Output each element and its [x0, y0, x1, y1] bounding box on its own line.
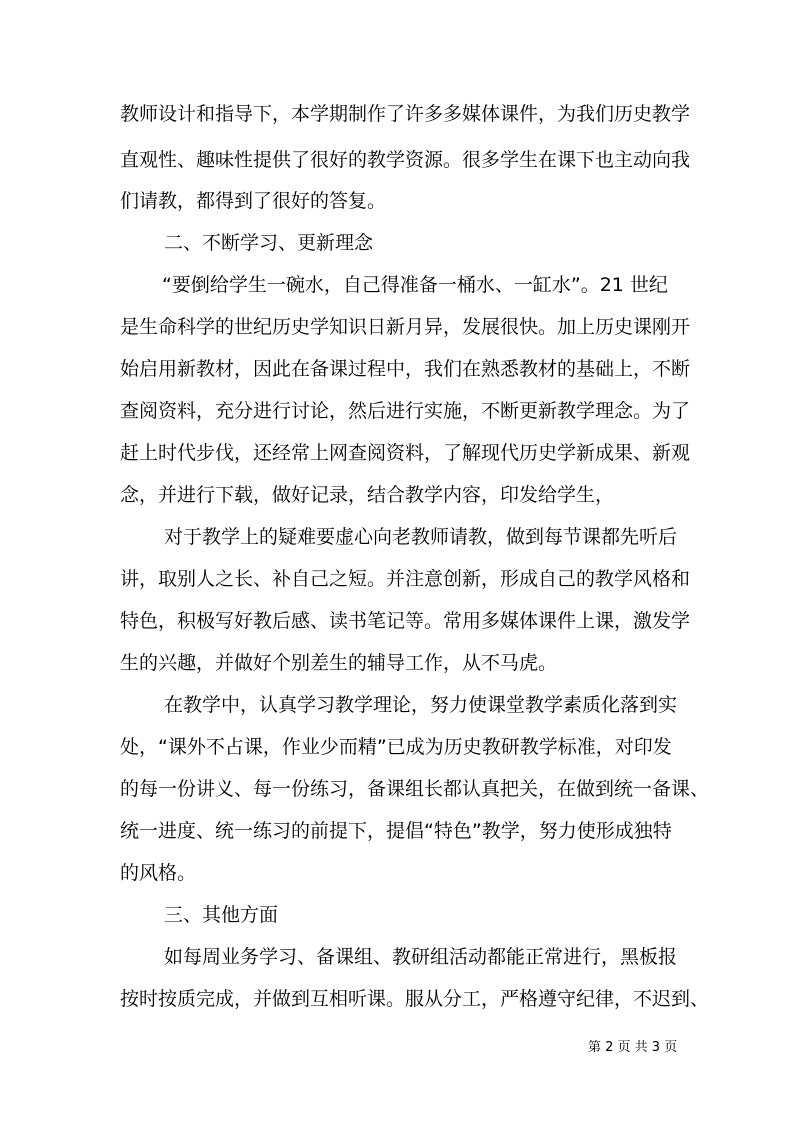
paragraph-line: 对于教学上的疑难要虚心向老教师请教，做到每节课都先听后 [164, 526, 678, 548]
paragraph-line: 特色，积极写好教后感、读书笔记等。常用多媒体课件上课，激发学 [120, 610, 691, 632]
paragraph-line: 赶上时代步伐，还经常上网查阅资料，了解现代历史学新成果、新观 [120, 442, 691, 464]
paragraph-line: 如每周业务学习、备课组、教研组活动都能正常进行，黑板报 [164, 946, 678, 968]
paragraph-line: 统一进度、统一练习的前提下，提倡“特色”教学，努力使形成独特 [120, 820, 672, 842]
paragraph-line: 直观性、趣味性提供了很好的教学资源。很多学生在课下也主动向我 [120, 149, 691, 171]
paragraph-line: 的风格。 [120, 862, 197, 884]
section-heading: 三、其他方面 [164, 904, 279, 926]
paragraph-line: “要倒给学生一碗水，自己得准备一桶水、一缸水”。21 世纪 [162, 274, 668, 296]
paragraph-line: 教师设计和指导下，本学期制作了许多多媒体课件，为我们历史教学 [120, 103, 691, 125]
paragraph-line: 是生命科学的世纪历史学知识日新月异，发展很快。加上历史课刚开 [120, 316, 691, 338]
paragraph-line: 讲，取别人之长、补自己之短。并注意创新，形成自己的教学风格和 [120, 568, 691, 590]
paragraph-line: 在教学中，认真学习教学理论，努力使课堂教学素质化落到实 [164, 694, 678, 716]
paragraph-line: 按时按质完成，并做到互相听课。服从分工，严格遵守纪律，不迟到、 [120, 988, 710, 1010]
paragraph-line: 生的兴趣，并做好个别差生的辅导工作，从不马虎。 [120, 652, 558, 674]
paragraph-line: 查阅资料，充分进行讨论，然后进行实施，不断更新教学理念。为了 [120, 400, 691, 422]
paragraph-line: 的每一份讲义、每一份练习，备课组长都认真把关，在做到统一备课、 [120, 778, 710, 800]
paragraph-line: 们请教，都得到了很好的答复。 [120, 190, 387, 212]
section-heading: 二、不断学习、更新理念 [164, 232, 374, 254]
paragraph-line: 始启用新教材，因此在备课过程中，我们在熟悉教材的基础上，不断 [120, 358, 691, 380]
paragraph-line: 念，并进行下载，做好记录，结合教学内容，印发给学生， [120, 484, 615, 506]
paragraph-line: 处，“课外不占课，作业少而精”已成为历史教研教学标准，对印发 [120, 736, 672, 758]
page-number-footer: 第 2 页 共 3 页 [588, 1040, 678, 1055]
